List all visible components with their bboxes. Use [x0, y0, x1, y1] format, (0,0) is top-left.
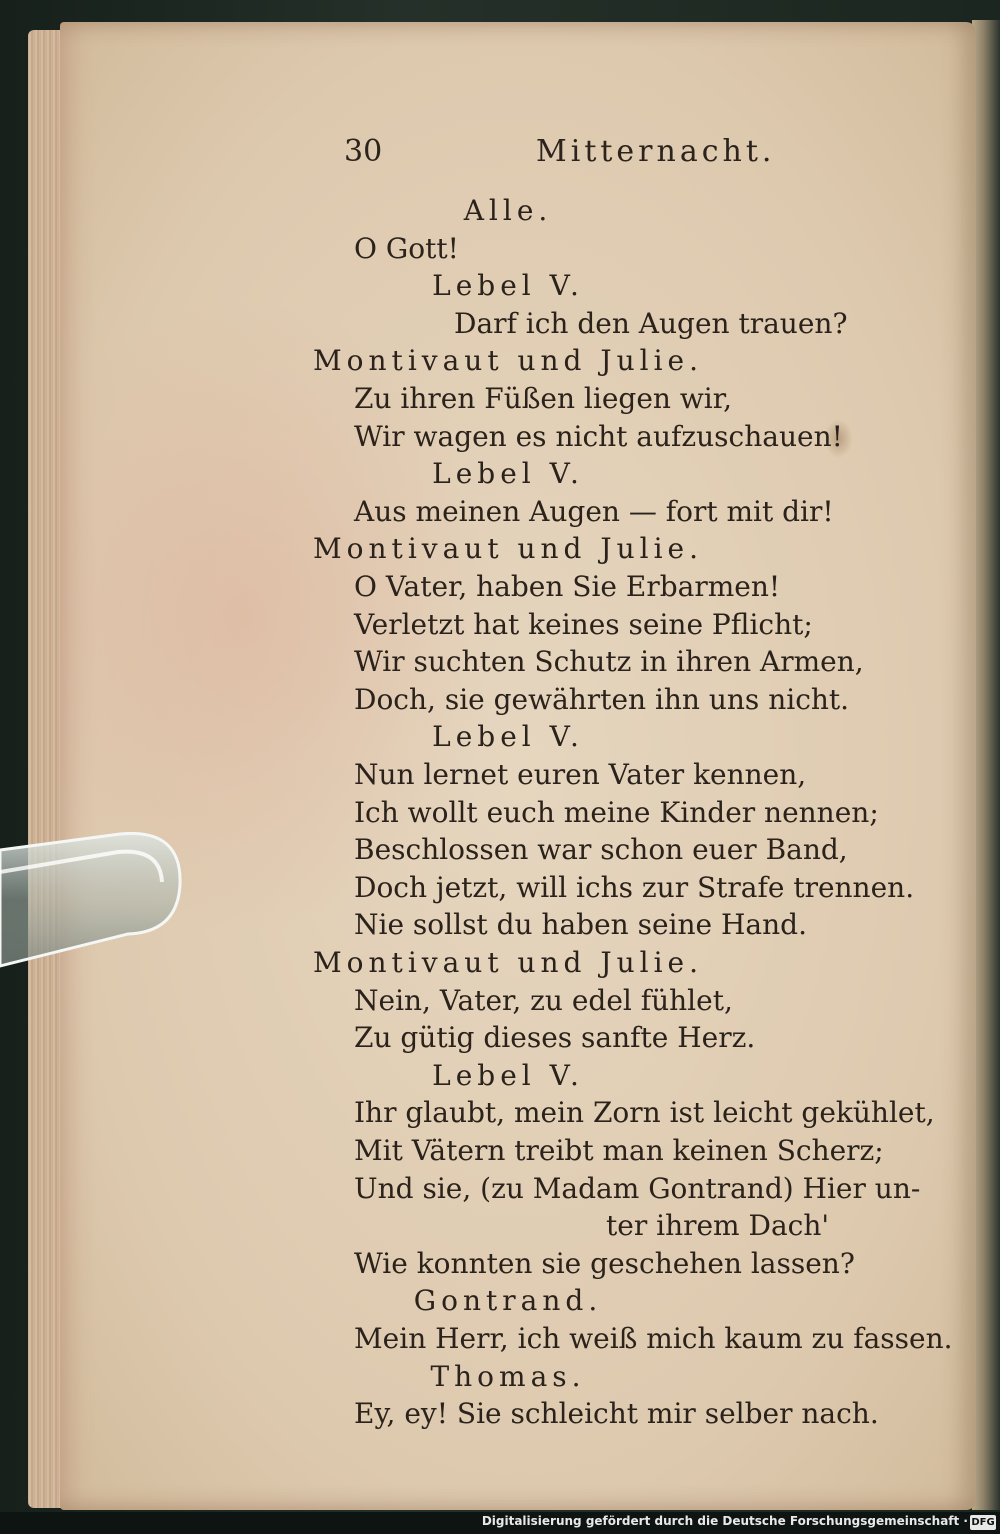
verse-line: Darf ich den Augen trauen?: [454, 306, 848, 340]
verse-line: Nein, Vater, zu edel fühlet,: [354, 983, 733, 1017]
verse-line: Und sie, (zu Madam Gontrand) Hier un-: [354, 1171, 921, 1205]
verse-line: Doch, sie gewährten ihn uns nicht.: [354, 682, 850, 716]
speaker-name: Lebel V.: [432, 1058, 584, 1092]
dfg-logo: DFG: [971, 1517, 995, 1528]
verse-line: Aus meinen Augen — fort mit dir!: [354, 494, 834, 528]
verse-line: Mit Vätern treibt man keinen Scherz;: [354, 1134, 884, 1167]
running-title: Mitternacht.: [536, 134, 776, 169]
page-number: 30: [344, 134, 383, 169]
speaker-name: Gontrand.: [413, 1284, 603, 1318]
verse-line: Zu ihren Füßen liegen wir,: [354, 382, 732, 415]
verse-line: ter ihrem Dach': [606, 1209, 830, 1243]
verse-line: O Gott!: [354, 231, 459, 265]
verse-line: O Vater, haben Sie Erbarmen!: [354, 570, 781, 603]
verse-line: Wie konnten sie geschehen lassen?: [354, 1246, 855, 1280]
speaker-name: Lebel V.: [432, 720, 584, 754]
verse-line: Beschlossen war schon euer Band,: [354, 833, 848, 867]
verse-line: Mein Herr, ich weiß mich kaum zu fassen.: [354, 1322, 953, 1355]
verse-line: Doch jetzt, will ichs zur Strafe trennen.: [354, 870, 915, 904]
speaker-name: Alle.: [463, 194, 553, 227]
verse-line: Nun lernet euren Vater kennen,: [354, 758, 807, 791]
speaker-name: Montivaut und Julie.: [313, 532, 703, 566]
facing-page-edge: [972, 20, 1000, 1510]
verse-line: Verletzt hat keines seine Pflicht;: [354, 607, 813, 641]
speaker-name: Lebel V.: [432, 269, 584, 303]
funding-credit: Digitalisierung gefördert durch die Deutsche Forschungsgemeinschaft ·: [481, 1514, 968, 1528]
speaker-name: Thomas.: [430, 1359, 586, 1393]
verse-line: Ich wollt euch meine Kinder nennen;: [354, 795, 879, 829]
speaker-name: Montivaut und Julie.: [313, 344, 703, 378]
book-page: [60, 22, 976, 1510]
verse-line: Ihr glaubt, mein Zorn ist leicht gekühlet,: [354, 1096, 935, 1130]
page-header: [60, 134, 976, 174]
verse-line: Zu gütig dieses sanfte Herz.: [354, 1021, 756, 1055]
speaker-name: Lebel V.: [432, 457, 584, 491]
verse-line: Ey, ey! Sie schleicht mir selber nach.: [354, 1397, 879, 1431]
speaker-name: Montivaut und Julie.: [313, 946, 703, 979]
verse-line: Wir suchten Schutz in ihren Armen,: [354, 645, 864, 679]
verse-line: Wir wagen es nicht aufzuschauen!: [354, 419, 843, 453]
verse-line: Nie sollst du haben seine Hand.: [354, 908, 807, 942]
